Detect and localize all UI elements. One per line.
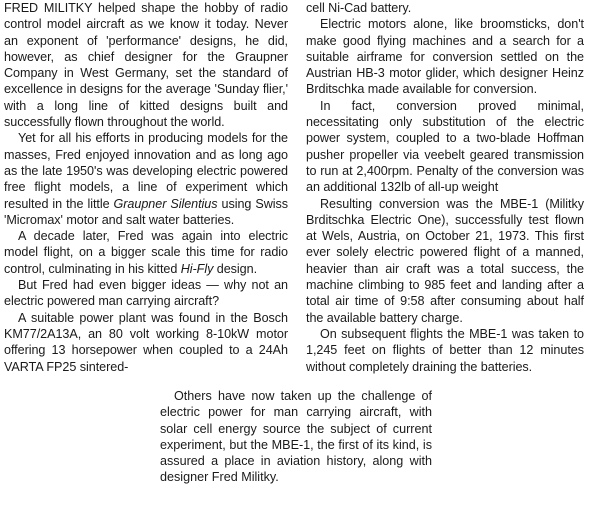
- intro-text: helped shape the hobby of radio control model aircraft as we know it today. Never an exponent of 'performance' designs, he did, however, as chief designer for the Graupner Company in West Germany, set the standard of excellence in designs for the average 'Sunday flier,' with a long line of kitted designs built and successfully flown throughout the world.: [4, 1, 288, 130]
- silentius-model-name: Graupner Silentius: [113, 196, 218, 211]
- paragraph-closing: Others have now taken up the challenge of electric power for man carrying aircraft, with solar cell energy source the subject of current experiment, but the MBE-1, the first of its kind, is assured a place in aviation history, along with designer Fred Militky.: [160, 389, 432, 485]
- paragraph-airframe: Electric motors alone, like broomsticks, don't make good flying machines and a search for a suitable airframe for conversion settled on the Austrian HB-3 motor glider, which designer Heinz Brditschka made available for conversion.: [306, 17, 584, 97]
- left-column: [4, 0, 288, 375]
- paragraph-battery-continued: cell Ni-Cad battery.: [306, 1, 412, 15]
- hifly-text-after: design.: [213, 261, 258, 276]
- paragraph-mbe1-flight: Resulting conversion was the MBE-1 (Militky Brditschka Electric One), successfully test flown at Wels, Austria, on October 21, 1973. This first ever solely electric powered flight of a manned, heavier than air craft was a total success, the machine climbing to 985 feet and landing after a total air time of 9:58 after consuming about half the available battery charge.: [306, 196, 584, 325]
- lead-in-name: FRED MILITKY: [4, 1, 93, 15]
- paragraph-subsequent-flights: On subsequent flights the MBE-1 was taken to 1,245 feet on flights of better than 12 minutes without completely draining the batteries.: [306, 326, 584, 374]
- hifly-text-before: A decade later, Fred was again into electric model flight, on a bigger scale this time for radio control, culminating in his kitted: [4, 229, 288, 276]
- right-column: [306, 0, 584, 375]
- paragraph-conversion: In fact, conversion proved minimal, necessitating only substitution of the electric power system, coupled to a two-blade Hoffman pusher propeller via veebelt geared transmission to run at 2,400rpm. Penalty of the conversion was an additional 132lb of all-up weight: [306, 98, 584, 195]
- silentius-text-after: using Swiss 'Micromax' motor and salt water batteries.: [4, 196, 288, 227]
- silentius-text-before: Yet for all his efforts in producing models for the masses, Fred enjoyed innovation and as long ago as the late 1950's was developing electric powered free flight models, a line of experiment which resulted in the little: [4, 131, 288, 211]
- hifly-model-name: Hi-Fly: [180, 261, 214, 276]
- paragraph-intro: [4, 0, 288, 130]
- closing-block: [160, 388, 432, 486]
- paragraph-power-plant: A suitable power plant was found in the Bosch KM77/2A13A, an 80 volt working 8-10kW motor offering 13 horsepower when coupled to a 24Ah VARTA FP25 sintered-: [4, 310, 288, 374]
- paragraph-silentius: [4, 130, 288, 228]
- paragraph-bigger-ideas: But Fred had even bigger ideas — why not an electric powered man carrying aircraft?: [4, 278, 288, 309]
- paragraph-hifly: [4, 228, 288, 277]
